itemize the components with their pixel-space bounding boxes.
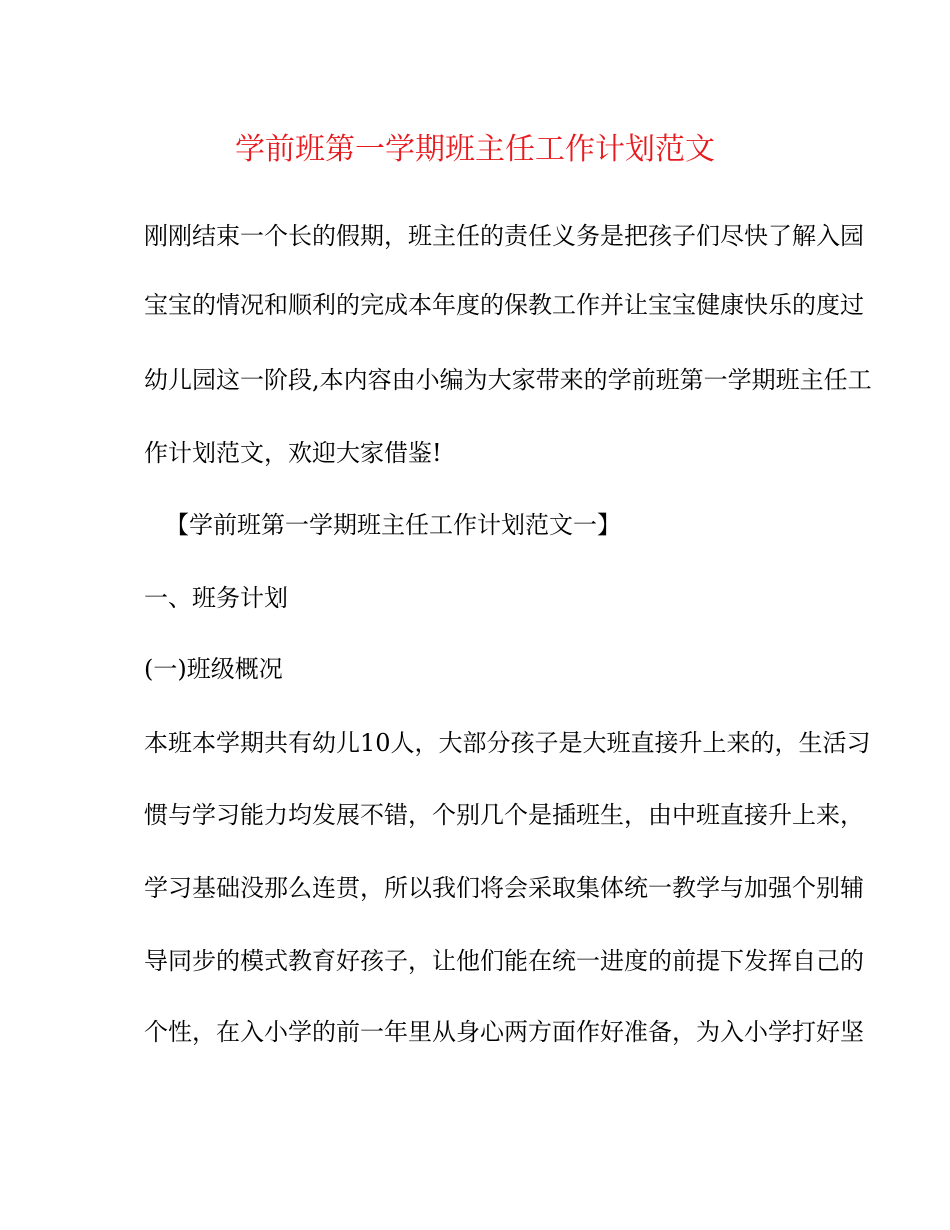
document-title: 学前班第一学期班主任工作计划范文: [235, 132, 715, 167]
section-heading: 一、班务计划: [144, 584, 288, 612]
section-heading: 【学前班第一学期班主任工作计划范文一】: [165, 511, 621, 539]
paragraph-line: 宝宝的情况和顺利的完成本年度的保教工作并让宝宝健康快乐的度过: [144, 291, 864, 319]
paragraph-line: 惯与学习能力均发展不错，个别几个是插班生，由中班直接升上来，: [144, 801, 864, 829]
paragraph-line: 学习基础没那么连贯，所以我们将会采取集体统一教学与加强个别辅: [144, 874, 864, 902]
paragraph-line: 导同步的模式教育好孩子，让他们能在统一进度的前提下发挥自己的: [144, 947, 864, 975]
subsection-heading: (一)班级概况: [144, 655, 283, 683]
paragraph-line: 作计划范文，欢迎大家借鉴!: [144, 439, 442, 467]
paragraph-line: 本班本学期共有幼儿10人，大部分孩子是大班直接升上来的，生活习: [144, 729, 871, 757]
paragraph-line: 幼儿园这一阶段,本内容由小编为大家带来的学前班第一学期班主任工: [144, 366, 872, 394]
paragraph-line: 个性，在入小学的前一年里从身心两方面作好准备，为入小学打好坚: [144, 1018, 864, 1046]
paragraph-line: 刚刚结束一个长的假期，班主任的责任义务是把孩子们尽快了解入园: [144, 222, 864, 250]
